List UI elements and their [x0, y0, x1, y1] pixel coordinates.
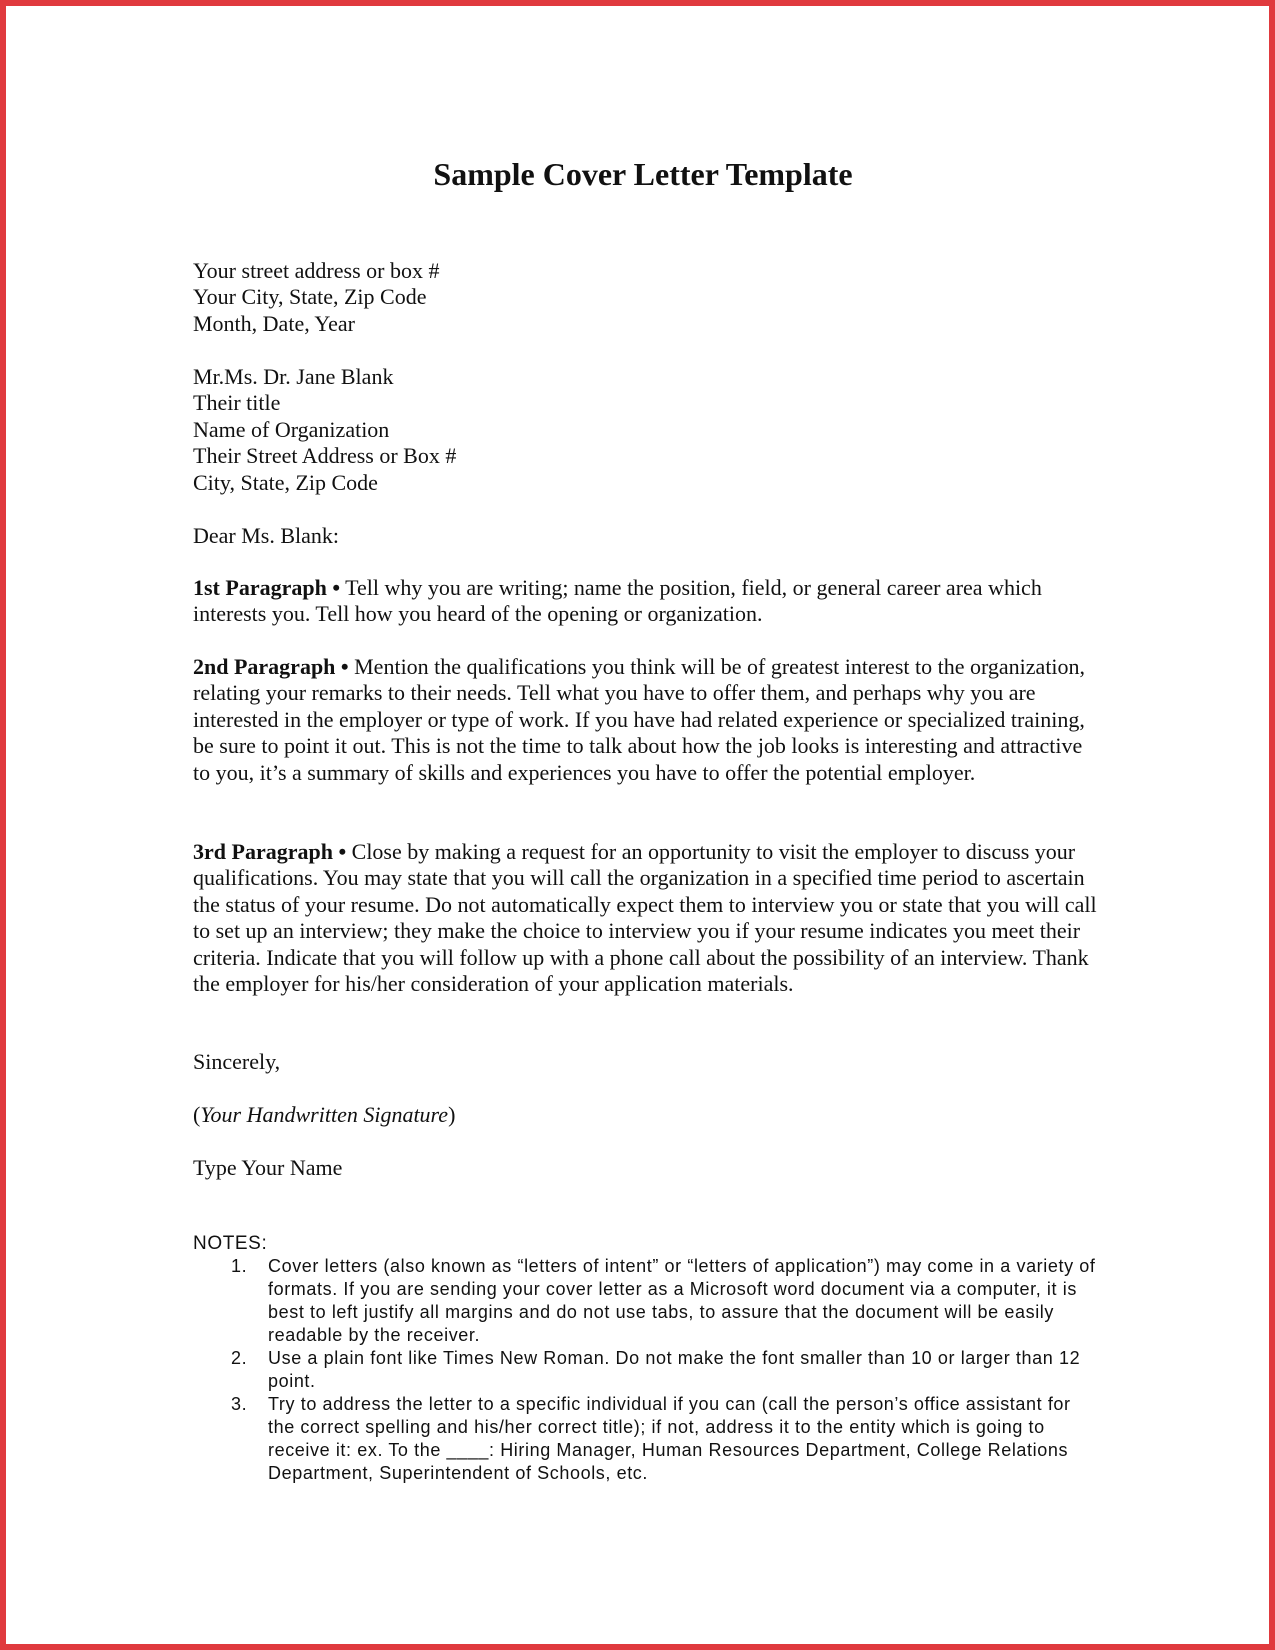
recipient-address [193, 364, 1103, 496]
paragraph-3-text: Close by making a request for an opportunity to visit the employer to discuss your qualifications. You may state that you will call the organization in a specified time period to ascertain the status of your resume. Do not automatically expect them to interview you or state that you will call to set up an interview; they make the choice to interview you if your resume indicates you meet their criteria. Indicate that you will follow up with a phone call about the possibility of an interview. Thank the employer for his/her consideration of your application materials. [193, 839, 1097, 997]
notes-item-number: 3. [231, 1394, 248, 1414]
paragraph-2-text: Mention the qualifications you think will be of greatest interest to the organization, relating your remarks to their needs. Tell what you have to offer them, and perhaps why you are interested in the employer or type of work. If you have had related experience or specialized training, be sure to point it out. This is not the time to talk about how the job looks is interesting and attractive to you, it’s a summary of skills and experiences you have to offer the potential employer. [193, 654, 1086, 785]
signature-line [193, 1102, 1103, 1128]
paragraph-3 [193, 839, 1103, 997]
sender-street: Your street address or box # [193, 258, 440, 283]
paragraph-3-label: 3rd Paragraph • [193, 839, 347, 864]
notes-list [193, 1255, 1103, 1485]
signature-close-paren: ) [448, 1102, 456, 1127]
closing [193, 1049, 1103, 1075]
recipient-name: Mr.Ms. Dr. Jane Blank [193, 364, 394, 389]
notes-item-number: 2. [231, 1348, 248, 1368]
paragraph-2 [193, 654, 1103, 786]
sender-address [193, 258, 1103, 337]
signature-placeholder: Your Handwritten Signature [200, 1102, 449, 1127]
paragraph-1 [193, 575, 1103, 628]
recipient-title: Their title [193, 390, 281, 416]
salutation [193, 523, 1103, 549]
recipient-organization: Name of Organization [193, 416, 390, 442]
notes-item [193, 1393, 1103, 1485]
notes-item-text: Use a plain font like Times New Roman. Do not make the font smaller than 10 or larger than 12 point. [268, 1348, 1081, 1391]
paragraph-1-text: Tell why you are writing; name the position, field, or general career area which interests you. Tell how you heard of the opening or organization. [193, 575, 1042, 627]
notes-item [193, 1255, 1103, 1347]
typed-name [193, 1155, 1103, 1181]
recipient-street: Their Street Address or Box # [193, 443, 457, 469]
signature [193, 1102, 1103, 1128]
notes-item-number: 1. [231, 1256, 248, 1276]
closing-text: Sincerely, [193, 1049, 281, 1074]
notes-heading: NOTES: [193, 1233, 268, 1254]
paragraph-1-label: 1st Paragraph • [193, 575, 341, 600]
typed-name-text: Type Your Name [193, 1155, 343, 1180]
recipient-city: City, State, Zip Code [193, 469, 378, 495]
notes-item-text: Cover letters (also known as “letters of intent” or “letters of application”) may come in a variety of formats. If you are sending your cover letter as a Microsoft word document via a computer, it is best to left justify all margins and do not use tabs, to assure that the document will be easily readable by the receiver. [268, 1256, 1096, 1345]
page-title: Sample Cover Letter Template [433, 156, 853, 192]
letter-date: Month, Date, Year [193, 310, 355, 336]
notes-section [193, 1232, 1103, 1485]
sender-city: Your City, State, Zip Code [193, 284, 427, 310]
notes-item [193, 1347, 1103, 1393]
salutation-text: Dear Ms. Blank: [193, 523, 340, 548]
signature-open-paren: ( [193, 1102, 201, 1127]
notes-item-text: Try to address the letter to a specific individual if you can (call the person’s office assistant for the correct spelling and his/her correct title); if not, address it to the entity which is going to receive it: ex. To the ____: Hiring Manager, Human Resources Department, College Relations Department, Superintendent of Schools, etc. [268, 1394, 1071, 1483]
paragraph-2-label: 2nd Paragraph • [193, 654, 349, 679]
